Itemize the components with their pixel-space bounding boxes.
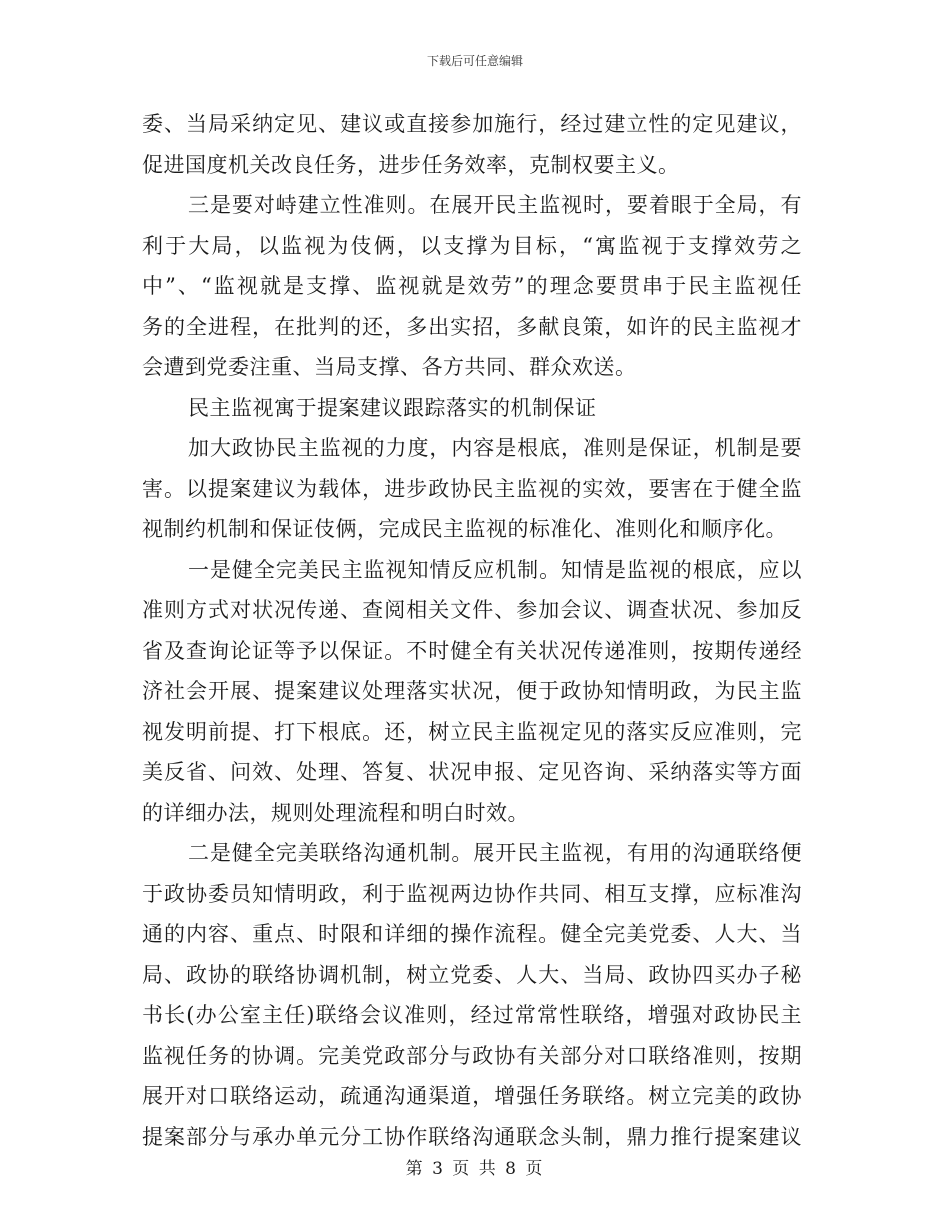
text-line: 中”、“监视就是支撑、监视就是效劳”的理念要贯串于民主监视任 (142, 274, 802, 298)
text-line: 促进国度机关改良任务，进步任务效率，克制权要主义。 (142, 152, 680, 177)
text-line: 视发明前提、打下根底。还，树立民主监视定见的落实反应准则，完 (142, 719, 802, 744)
text-line: 务的全进程，在批判的还，多出实招，多献良策，如许的民主监视才 (142, 314, 802, 339)
text-line: 局、政协的联络协调机制，树立党委、人大、当局、政协四买办子秘 (142, 962, 802, 987)
text-line: 害。以提案建议为载体，进步政协民主监视的实效，要害在于健全监 (142, 476, 802, 501)
text-line: 展开对口联络运动，疏通沟通渠道，增强任务联络。树立完美的政协 (142, 1084, 802, 1108)
text-line: 省及查询论证等予以保证。不时健全有关状况传递准则，按期传递经 (142, 638, 802, 663)
page-footer: 第 3 页 共 8 页 (405, 1159, 545, 1179)
text-line: 视制约机制和保证伎俩，完成民主监视的标准化、准则化和顺序化。 (142, 517, 787, 541)
text-line: 会遭到党委注重、当局支撑、各方共同、群众欢送。 (142, 355, 637, 379)
text-line: 提案部分与承办单元分工协作联络沟通联念头制，鼎力推行提案建议 (142, 1124, 802, 1149)
text-line: 于政协委员知情明政，利于监视两边协作共同、相互支撑，应标准沟 (142, 881, 802, 906)
text-line: 三是要对峙建立性准则。在展开民主监视时，要着眼于全局，有 (188, 193, 802, 217)
text-line: 通的内容、重点、时限和详细的操作流程。健全完美党委、人大、当 (142, 922, 802, 946)
text-line: 一是健全完美民主监视知情反应机制。知情是监视的根底，应以 (188, 557, 802, 582)
text-line: 准则方式对状况传递、查阅相关文件、参加会议、调查状况、参加反 (142, 598, 802, 622)
text-line: 书长(办公室主任)联络会议准则，经过常常性联络，增强对政协民主 (142, 1003, 802, 1027)
document-body (142, 104, 802, 1157)
page-header: 下载后可任意编辑 (426, 54, 523, 68)
text-line: 美反省、问效、处理、答复、状况申报、定见咨询、采纳落实等方面 (142, 760, 802, 784)
text-line: 监视任务的协调。完美党政部分与政协有关部分对口联络准则，按期 (142, 1043, 802, 1068)
text-line: 二是健全完美联络沟通机制。展开民主监视，有用的沟通联络便 (188, 841, 802, 865)
text-line: 的详细办法，规则处理流程和明白时效。 (142, 800, 529, 825)
text-line: 委、当局采纳定见、建议或直接参加施行，经过建立性的定见建议， (142, 112, 802, 136)
section-heading: 民主监视寓于提案建议跟踪落实的机制保证 (188, 395, 597, 420)
text-line: 济社会开展、提案建议处理落实状况，便于政协知情明政，为民主监 (142, 679, 802, 703)
text-line: 加大政协民主监视的力度，内容是根底，准则是保证，机制是要 (188, 436, 802, 460)
text-line: 利于大局，以监视为伎俩，以支撑为目标，“寓监视于支撑效劳之 (142, 233, 802, 258)
